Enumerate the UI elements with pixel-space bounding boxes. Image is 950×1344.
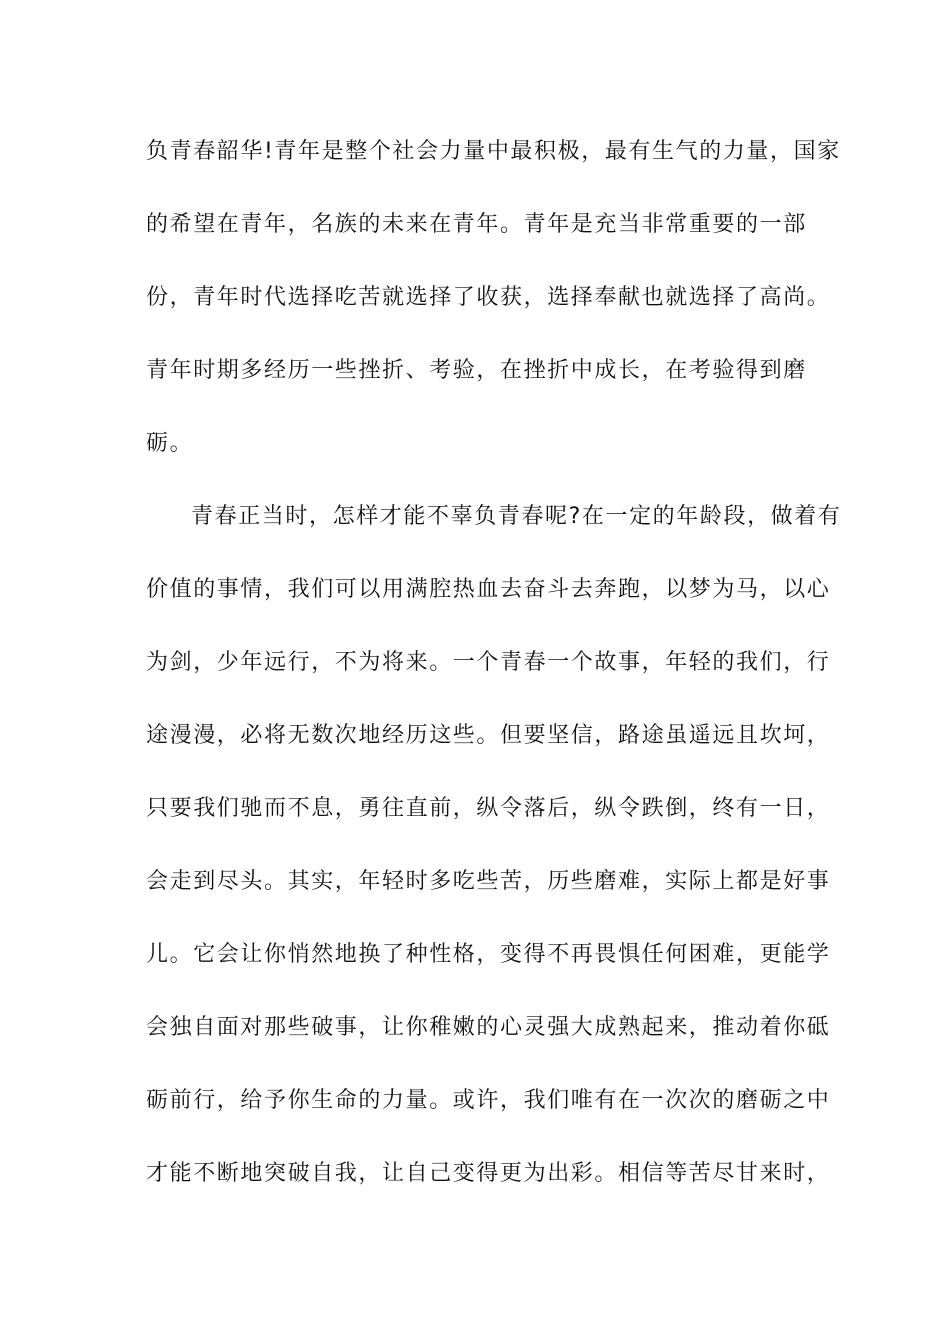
text-line: 才能不断地突破自我，让自己变得更为出彩。相信等苦尽甘来时， [146,1161,831,1186]
text-line: 途漫漫，必将无数次地经历这些。但要坚信，路途虽遥远且坎坷， [146,723,831,748]
paragraph-first-line: 青春正当时，怎样才能不辜负青春呢?在一定的年龄段，做着有 [191,504,842,529]
text-line: 儿。它会让你悄然地换了种性格，变得不再畏惧任何困难，更能学 [146,942,831,967]
text-line: 会独自面对那些破事，让你稚嫩的心灵强大成熟起来，推动着你砥 [146,1015,831,1040]
text-line: 会走到尽头。其实，年轻时多吃些苦，历些磨难，实际上都是好事 [146,869,831,894]
text-line: 价值的事情，我们可以用满腔热血去奋斗去奔跑，以梦为马，以心 [146,577,831,602]
text-line: 负青春韶华!青年是整个社会力量中最积极，最有生气的力量，国家 [146,139,841,164]
text-line: 青年时期多经历一些挫折、考验，在挫折中成长，在考验得到磨 [146,358,807,383]
text-line: 砺。 [146,431,194,456]
text-line: 砺前行，给予你生命的力量。或许，我们唯有在一次次的磨砺之中 [146,1088,831,1113]
text-line: 的希望在青年，名族的未来在青年。青年是充当非常重要的一部 [146,212,807,237]
text-line: 份，青年时代选择吃苦就选择了收获，选择奉献也就选择了高尚。 [146,285,831,310]
text-line: 只要我们驰而不息，勇往直前，纵令落后，纵令跌倒，终有一日， [146,796,831,821]
text-line: 为剑，少年远行，不为将来。一个青春一个故事，年轻的我们，行 [146,650,831,675]
